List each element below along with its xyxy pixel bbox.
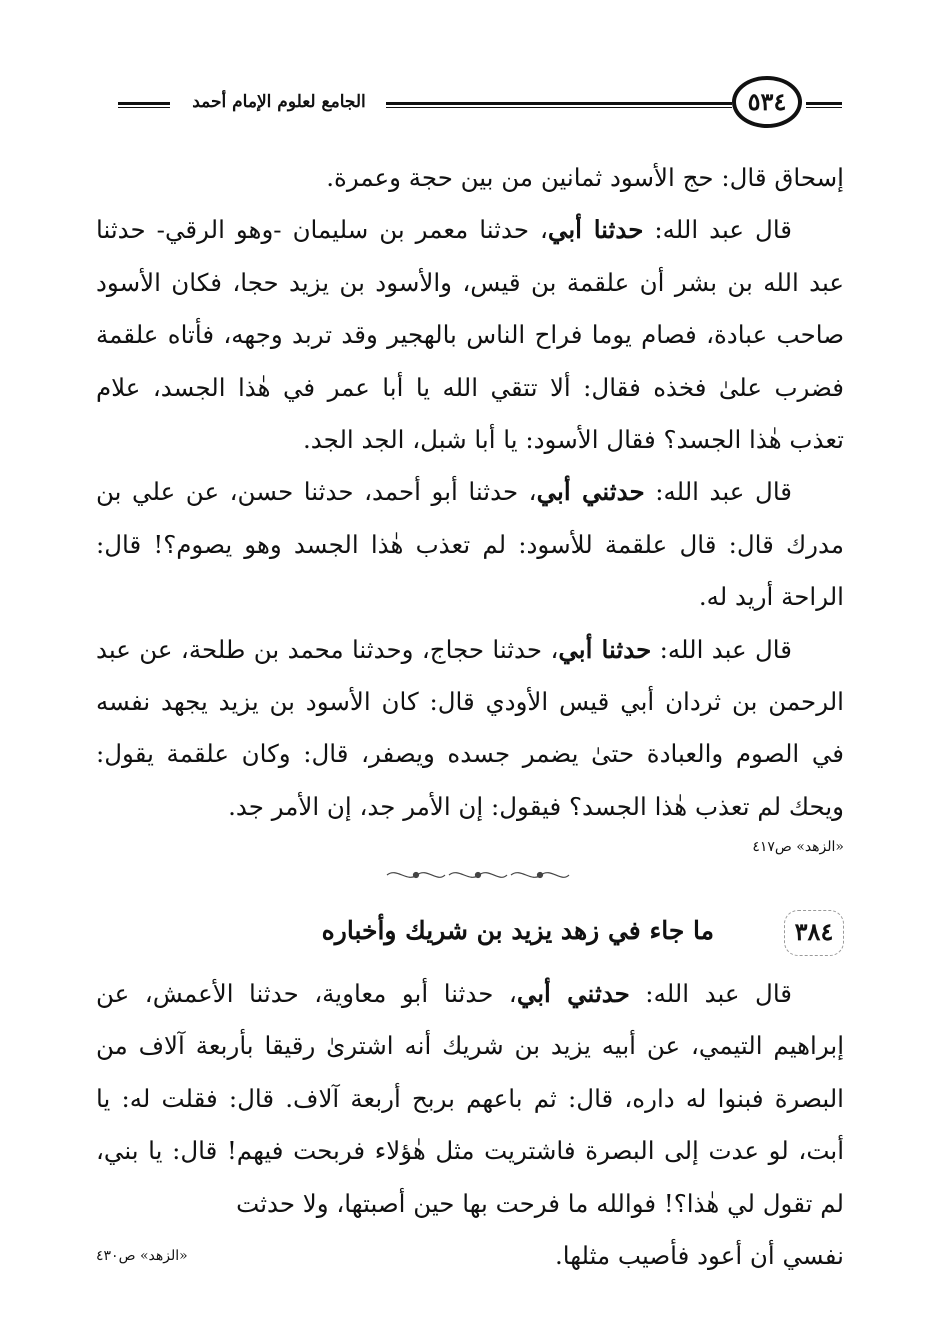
paragraph <box>96 968 844 1230</box>
running-header <box>118 76 842 132</box>
paragraph-lead: قال عبد الله: <box>651 634 792 664</box>
paragraph-bold: حدثني أبي <box>516 979 630 1008</box>
header-rule-right <box>806 102 842 108</box>
paragraph <box>96 624 844 834</box>
paragraph <box>96 204 844 466</box>
paragraph <box>96 152 844 204</box>
chapter-heading <box>96 906 844 962</box>
ornament-flourish-icon <box>383 867 573 883</box>
chapter-title: ما جاء في زهد يزيد بن شريك وأخباره <box>321 916 714 945</box>
paragraph-bold: حدثنا أبي <box>547 215 644 245</box>
paragraph <box>96 466 844 623</box>
paragraph-text: إسحاق قال: حج الأسود ثمانين من بين حجة وعمرة. <box>326 163 844 192</box>
paragraph-text: ، حدثنا أبو معاوية، حدثنا الأعمش، عن إبراهيم التيمي، عن أبيه يزيد بن شريك أنه اشترىٰ رقيقا بأربعة آلاف من البصرة فبنوا له داره، قال: ثم باعهم بربح أربعة آلاف. قال: فقلت له: يا أبت، لو عدت إلى البصرة فاشتريت مثل هٰؤلاء فربحت فيهم! قال: يا بني، لم تقول لي هٰذا؟! فوالله ما فرحت بها حين أصبتها، ولا حدثت <box>96 979 844 1218</box>
ornament-divider <box>378 866 578 884</box>
section-one-text <box>96 152 844 857</box>
running-title: الجامع لعلوم الإمام أحمد <box>192 92 366 112</box>
paragraph-text: نفسي أن أعود فأصيب مثلها. <box>554 1241 844 1271</box>
closing-line <box>96 1230 844 1282</box>
paragraph-text: ، حدثنا أبو أحمد، حدثنا حسن، عن علي بن مدرك قال: قال علقمة للأسود: لم تعذب هٰذا الجسد وهو يصوم؟! قال: الراحة أريد له. <box>96 477 844 612</box>
paragraph-text: ، حدثنا حجاج، وحدثنا محمد بن طلحة، عن عبد الرحمن بن ثردان أبي قيس الأودي قال: كان الأسود بن يزيد يجهد نفسه في الصوم والعبادة حتىٰ يضمر جسده ويصفر، قال: وكان علقمة يقول: ويحك لم تعذب هٰذا الجسد؟ فيقول: إن الأمر جد، إن الأمر جد. <box>96 634 844 821</box>
paragraph-bold: حدثنا أبي <box>558 634 652 664</box>
chapter-number: ٣٨٤ <box>784 910 844 956</box>
section-two-text <box>96 968 844 1282</box>
paragraph-lead: قال عبد الله: <box>629 979 792 1008</box>
header-rule-left <box>118 102 170 108</box>
paragraph-bold: حدثني أبي <box>536 477 645 507</box>
paragraph-text: ، حدثنا معمر بن سليمان -وهو الرقي- حدثنا عبد الله بن بشر أن علقمة بن قيس، والأسود بن يزيد حجا، فكان الأسود صاحب عبادة، فصام يوما فراح الناس بالهجير وقد تربد وجهه، فأتاه علقمة فضرب علىٰ فخذه فقال: ألا تتقي الله يا أبا عمر في هٰذا الجسد، علام تعذب هٰذا الجسد؟ فقال الأسود: يا أبا شبل، الجد الجد. <box>96 215 845 455</box>
paragraph-lead: قال عبد الله: <box>643 215 792 245</box>
paragraph-lead: قال عبد الله: <box>644 477 792 507</box>
page-number: ٥٣٤ <box>732 76 802 128</box>
header-rule-middle <box>386 102 732 108</box>
source-reference: «الزهد» ص٤١٧ <box>752 839 844 856</box>
source-reference: «الزهد» ص٤٣٠ <box>96 1248 188 1265</box>
